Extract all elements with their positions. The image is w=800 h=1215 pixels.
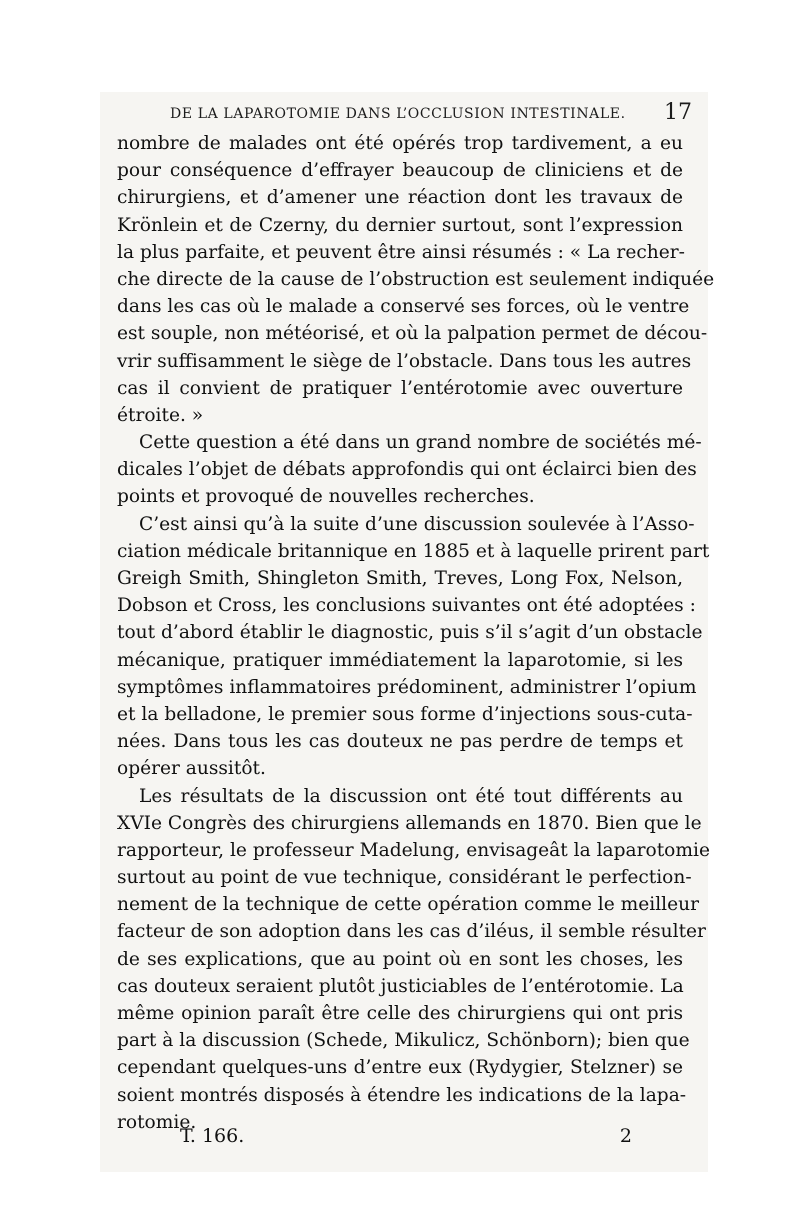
sheet-mark: T. 166.: [180, 1125, 245, 1147]
text-line: nement de la technique de cette opération comme le meilleur: [117, 894, 699, 916]
page-header: [170, 100, 692, 130]
text-line: cas il convient de pratiquer l’entérotomie avec ouverture: [117, 377, 683, 399]
text-line: part à la discussion (Schede, Mikulicz, Schönborn); bien que: [117, 1030, 690, 1052]
text-line: la plus parfaite, et peuvent être ainsi résumés : « La recher-: [117, 241, 685, 263]
text-line: facteur de son adoption dans les cas d’iléus, il semble résulter: [117, 921, 706, 943]
page-number: 17: [664, 100, 692, 125]
text-line: symptômes inflammatoires prédominent, administrer l’opium: [117, 676, 697, 698]
text-line: tout d’abord établir le diagnostic, puis s’il s’agit d’un obstacle: [117, 622, 703, 644]
text-line: C’est ainsi qu’à la suite d’une discussion soulevée à l’Asso-: [139, 513, 695, 535]
running-title: DE LA LAPAROTOMIE DANS L’OCCLUSION INTESTINALE.: [170, 106, 626, 122]
page-footer: [180, 1125, 632, 1155]
text-line: pour conséquence d’effrayer beaucoup de cliniciens et de: [117, 160, 683, 182]
text-line: XVIe Congrès des chirurgiens allemands en 1870. Bien que le: [117, 812, 702, 834]
text-line: mécanique, pratiquer immédiatement la laparotomie, si les: [117, 649, 683, 671]
body-text: [117, 130, 715, 1136]
text-line: surtout au point de vue technique, considérant le perfection-: [117, 867, 692, 889]
text-line: est souple, non météorisé, et où la palpation permet de décou-: [117, 323, 708, 345]
text-line: Les résultats de la discussion ont été tout différents au: [139, 785, 683, 807]
text-line: soient montrés disposés à étendre les indications de la lapa-: [117, 1084, 687, 1106]
text-line: ciation médicale britannique en 1885 et à laquelle prirent part: [117, 540, 710, 562]
text-line: rotomie.: [117, 1111, 197, 1133]
text-line: cependant quelques-uns d’entre eux (Rydygier, Stelzner) se: [117, 1057, 683, 1079]
text-line: Cette question a été dans un grand nombre de sociétés mé-: [139, 432, 702, 454]
text-line: nombre de malades ont été opérés trop tardivement, a eu: [117, 133, 683, 154]
text-line: vrir suffisamment le siège de l’obstacle. Dans tous les autres: [117, 350, 692, 372]
text-line: che directe de la cause de l’obstruction est seulement indiquée: [117, 268, 715, 290]
text-line: opérer aussitôt.: [117, 758, 266, 780]
text-line: étroite. »: [117, 404, 204, 426]
text-line: Greigh Smith, Shingleton Smith, Treves, Long Fox, Nelson,: [117, 568, 683, 589]
text-line: nées. Dans tous les cas douteux ne pas perdre de temps et: [117, 731, 683, 753]
text-line: dans les cas où le malade a conservé ses forces, où le ventre: [117, 296, 690, 318]
text-line: cas douteux seraient plutôt justiciables de l’entérotomie. La: [117, 975, 684, 997]
text-line: Dobson et Cross, les conclusions suivantes ont été adoptées :: [117, 595, 696, 617]
text-line: même opinion paraît être celle des chirurgiens qui ont pris: [117, 1003, 683, 1024]
text-line: et la belladone, le premier sous forme d’injections sous-cuta-: [117, 703, 693, 725]
text-line: dicales l’objet de débats approfondis qui ont éclairci bien des: [117, 459, 697, 481]
text-line: rapporteur, le professeur Madelung, envisageât la laparotomie: [117, 839, 710, 861]
text-line: points et provoqué de nouvelles recherches.: [117, 486, 535, 508]
text-line: Krönlein et de Czerny, du dernier surtout, sont l’expression: [117, 214, 683, 236]
text-line: de ses explications, que au point où en sont les choses, les: [117, 948, 683, 970]
text-line: chirurgiens, et d’amener une réaction dont les travaux de: [117, 187, 683, 209]
sheet-number: 2: [619, 1125, 632, 1147]
